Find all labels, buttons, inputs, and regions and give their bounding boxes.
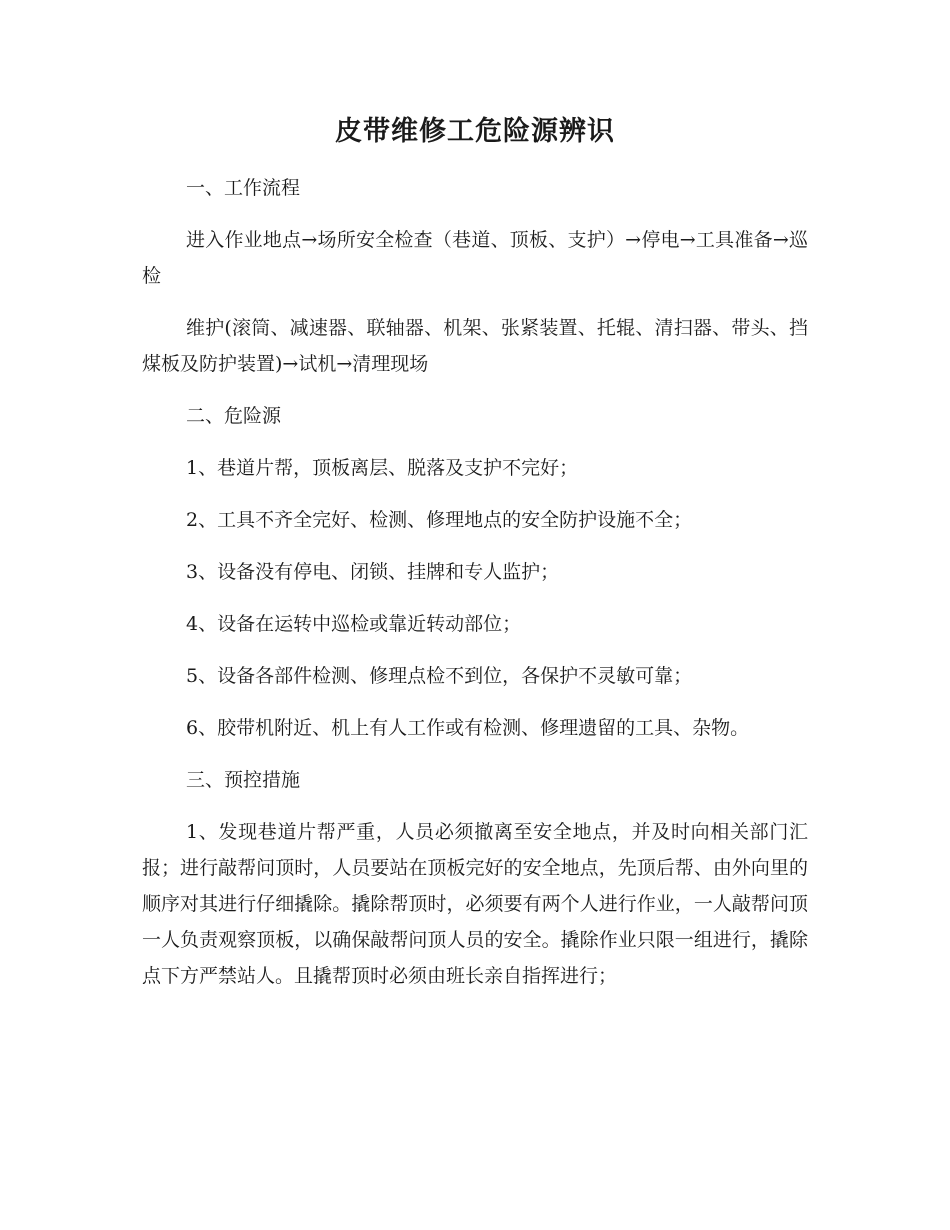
section-heading-workflow: 一、工作流程 — [186, 177, 301, 199]
hazard-item-5: 5、设备各部件检测、修理点检不到位，各保护不灵敏可靠； — [186, 665, 693, 687]
hazard-item-2: 2、工具不齐全完好、检测、修理地点的安全防护设施不全； — [186, 509, 693, 531]
hazard-item-1: 1、巷道片帮，顶板离层、脱落及支护不完好； — [186, 457, 579, 479]
control-measure-1: 1、发现巷道片帮严重，人员必须撤离至安全地点，并及时向相关部门汇报；进行敲帮问顶时，人员要站在顶板完好的安全地点，先顶后帮、由外向里的顺序对其进行仔细撬除。撬除帮顶时，必须要有两个人进行作业，一人敲帮问顶一人负责观察顶板，以确保敲帮问顶人员的安全。撬除作业只限一组进行，撬除点下方严禁站人。且撬帮顶时必须由班长亲自指挥进行； — [142, 821, 808, 987]
hazard-item-6: 6、胶带机附近、机上有人工作或有检测、修理遗留的工具、杂物。 — [186, 717, 750, 739]
workflow-step-1: 进入作业地点→场所安全检查（巷道、顶板、支护）→停电→工具准备→巡检 — [142, 229, 808, 287]
section-heading-controls: 三、预控措施 — [186, 769, 301, 791]
workflow-step-2: 维护(滚筒、减速器、联轴器、机架、张紧装置、托辊、清扫器、带头、挡煤板及防护装置)→试机→清理现场 — [142, 317, 808, 375]
document-title: 皮带维修工危险源辨识 — [335, 116, 615, 147]
section-heading-hazards: 二、危险源 — [186, 405, 282, 427]
hazard-item-3: 3、设备没有停电、闭锁、挂牌和专人监护； — [186, 561, 560, 583]
document-page — [142, 108, 808, 1010]
hazard-item-4: 4、设备在运转中巡检或靠近转动部位； — [186, 613, 522, 635]
